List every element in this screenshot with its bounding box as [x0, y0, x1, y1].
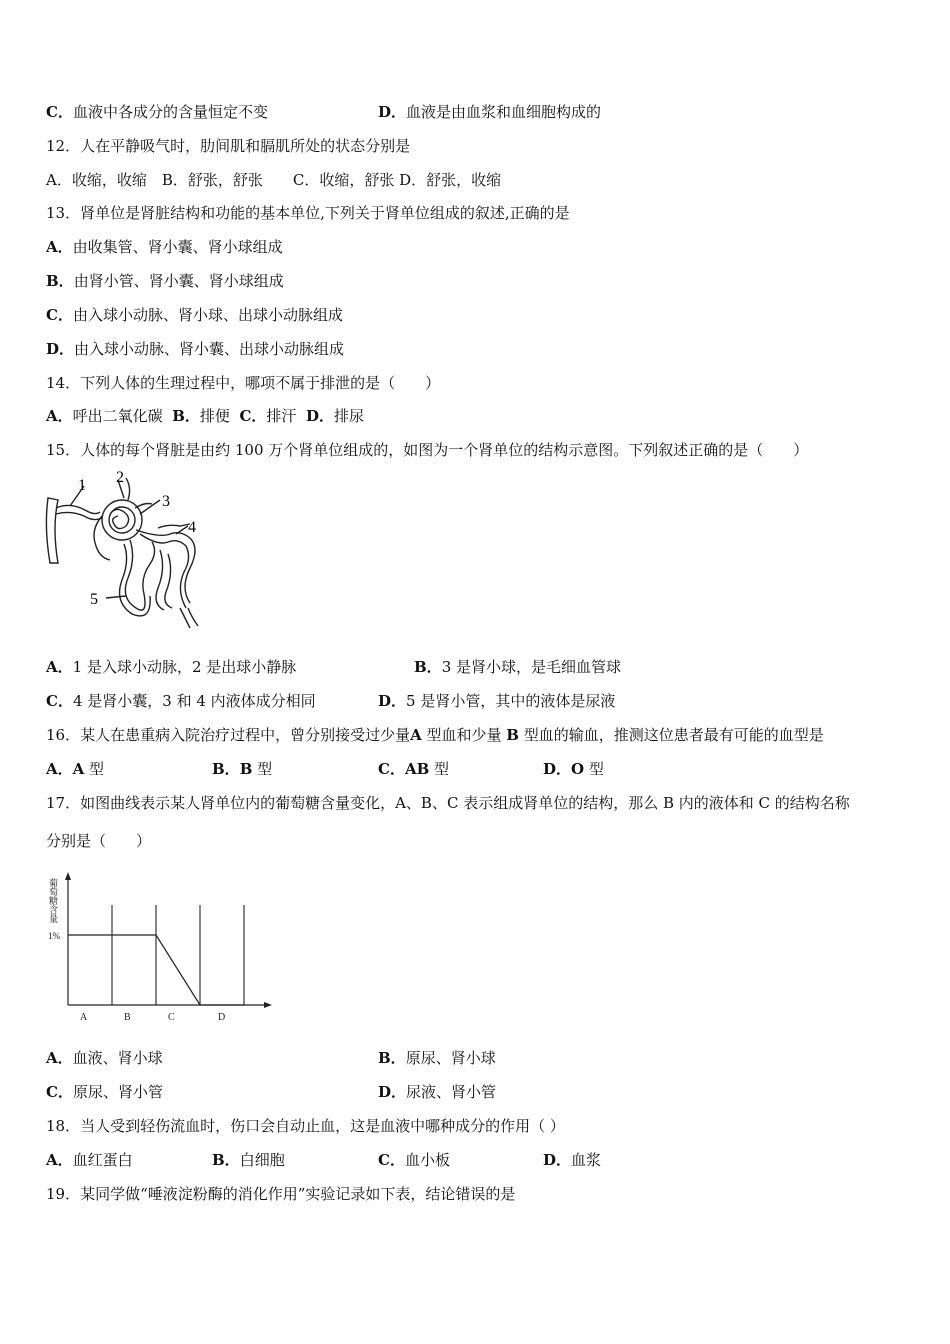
q17-option-d: D．尿液、肾小管 [378, 1083, 497, 1101]
q17-option-a: A．血液、肾小球 [46, 1049, 163, 1067]
q14-stem: 14．下列人体的生理过程中，哪项不属于排泄的是（ ） [46, 374, 441, 392]
figure-label-2: 2 [116, 469, 124, 486]
figure-label-4: 4 [188, 519, 196, 536]
x-tick-label: D [218, 1012, 226, 1023]
q15-option-c: C．4 是肾小囊，3 和 4 内液体成分相同 [46, 692, 316, 710]
q17-stem-line1: 17．如图曲线表示某人肾单位内的葡萄糖含量变化，A、B、C 表示组成肾单位的结构，那么 B 内的液体和 C 的结构名称 [46, 794, 850, 812]
q14-options: A．呼出二氧化碳 B．排便 C．排汗 D．排尿 [46, 407, 364, 425]
nephron-figure [40, 468, 220, 638]
x-tick-label: A [80, 1012, 88, 1023]
q18-option-b: B．白细胞 [212, 1151, 285, 1169]
q18-option-c: C．血小板 [378, 1151, 450, 1169]
q12-stem: 12．人在平静吸气时，肋间肌和膈肌所处的状态分别是 [46, 137, 411, 155]
figure-label-1: 1 [78, 477, 86, 494]
q15-option-d: D．5 是肾小管，其中的液体是尿液 [378, 692, 616, 710]
q13-option-b: B．由肾小管、肾小囊、肾小球组成 [46, 272, 284, 290]
q15-option-a: A．1 是入球小动脉，2 是出球小静脉 [46, 658, 297, 676]
q15-stem: 15．人体的每个肾脏是由约 100 万个肾单位组成的，如图为一个肾单位的结构示意图。下列叙述正确的是（ ） [46, 441, 809, 459]
y-axis-label: 葡萄糖含量 [48, 878, 58, 923]
q18-option-a: A．血红蛋白 [46, 1151, 133, 1169]
q16-option-d: D．O 型 [543, 760, 604, 778]
q15-option-b: B．3 是肾小球，是毛细血管球 [414, 658, 622, 676]
q13-option-c: C．由入球小动脉、肾小球、出球小动脉组成 [46, 306, 343, 324]
q16-option-b: B．B 型 [212, 760, 273, 778]
y-axis-arrow [65, 872, 71, 880]
figure-label-3: 3 [162, 493, 170, 510]
x-tick-label: C [168, 1012, 175, 1023]
q13-option-d: D．由入球小动脉、肾小囊、出球小动脉组成 [46, 340, 345, 358]
q18-option-d: D．血浆 [543, 1151, 602, 1169]
y-tick-label: 1% [48, 931, 60, 941]
q17-option-c: C．原尿、肾小管 [46, 1083, 163, 1101]
q16-option-a: A．A 型 [46, 760, 105, 778]
q19-stem: 19．某同学做“唾液淀粉酶的消化作用”实验记录如下表，结论错误的是 [46, 1185, 516, 1203]
q17-option-b: B．原尿、肾小球 [378, 1049, 496, 1067]
figure-label-5: 5 [90, 591, 98, 608]
x-axis-arrow [264, 1002, 272, 1008]
glucose-chart [40, 868, 280, 1028]
q12-options: A．收缩，收缩 B．舒张，舒张 C．收缩，舒张 D．舒张，收缩 [46, 171, 502, 189]
x-tick-label: B [124, 1012, 131, 1023]
q17-stem-line2: 分别是（ ） [46, 832, 152, 850]
q16-stem: 16．某人在患重病入院治疗过程中，曾分别接受过少量A 型血和少量 B 型血的输血，推测这位患者最有可能的血型是 [46, 726, 824, 744]
q16-option-c: C．AB 型 [378, 760, 450, 778]
q18-stem: 18．当人受到轻伤流血时，伤口会自动止血，这是血液中哪种成分的作用（ ） [46, 1117, 565, 1135]
q13-option-a: A．由收集管、肾小囊、肾小球组成 [46, 238, 283, 256]
q11-option-d: D．血液是由血浆和血细胞构成的 [378, 103, 602, 121]
q11-option-c: C．血液中各成分的含量恒定不变 [46, 103, 268, 121]
q13-stem: 13．肾单位是肾脏结构和功能的基本单位,下列关于肾单位组成的叙述,正确的是 [46, 204, 570, 222]
